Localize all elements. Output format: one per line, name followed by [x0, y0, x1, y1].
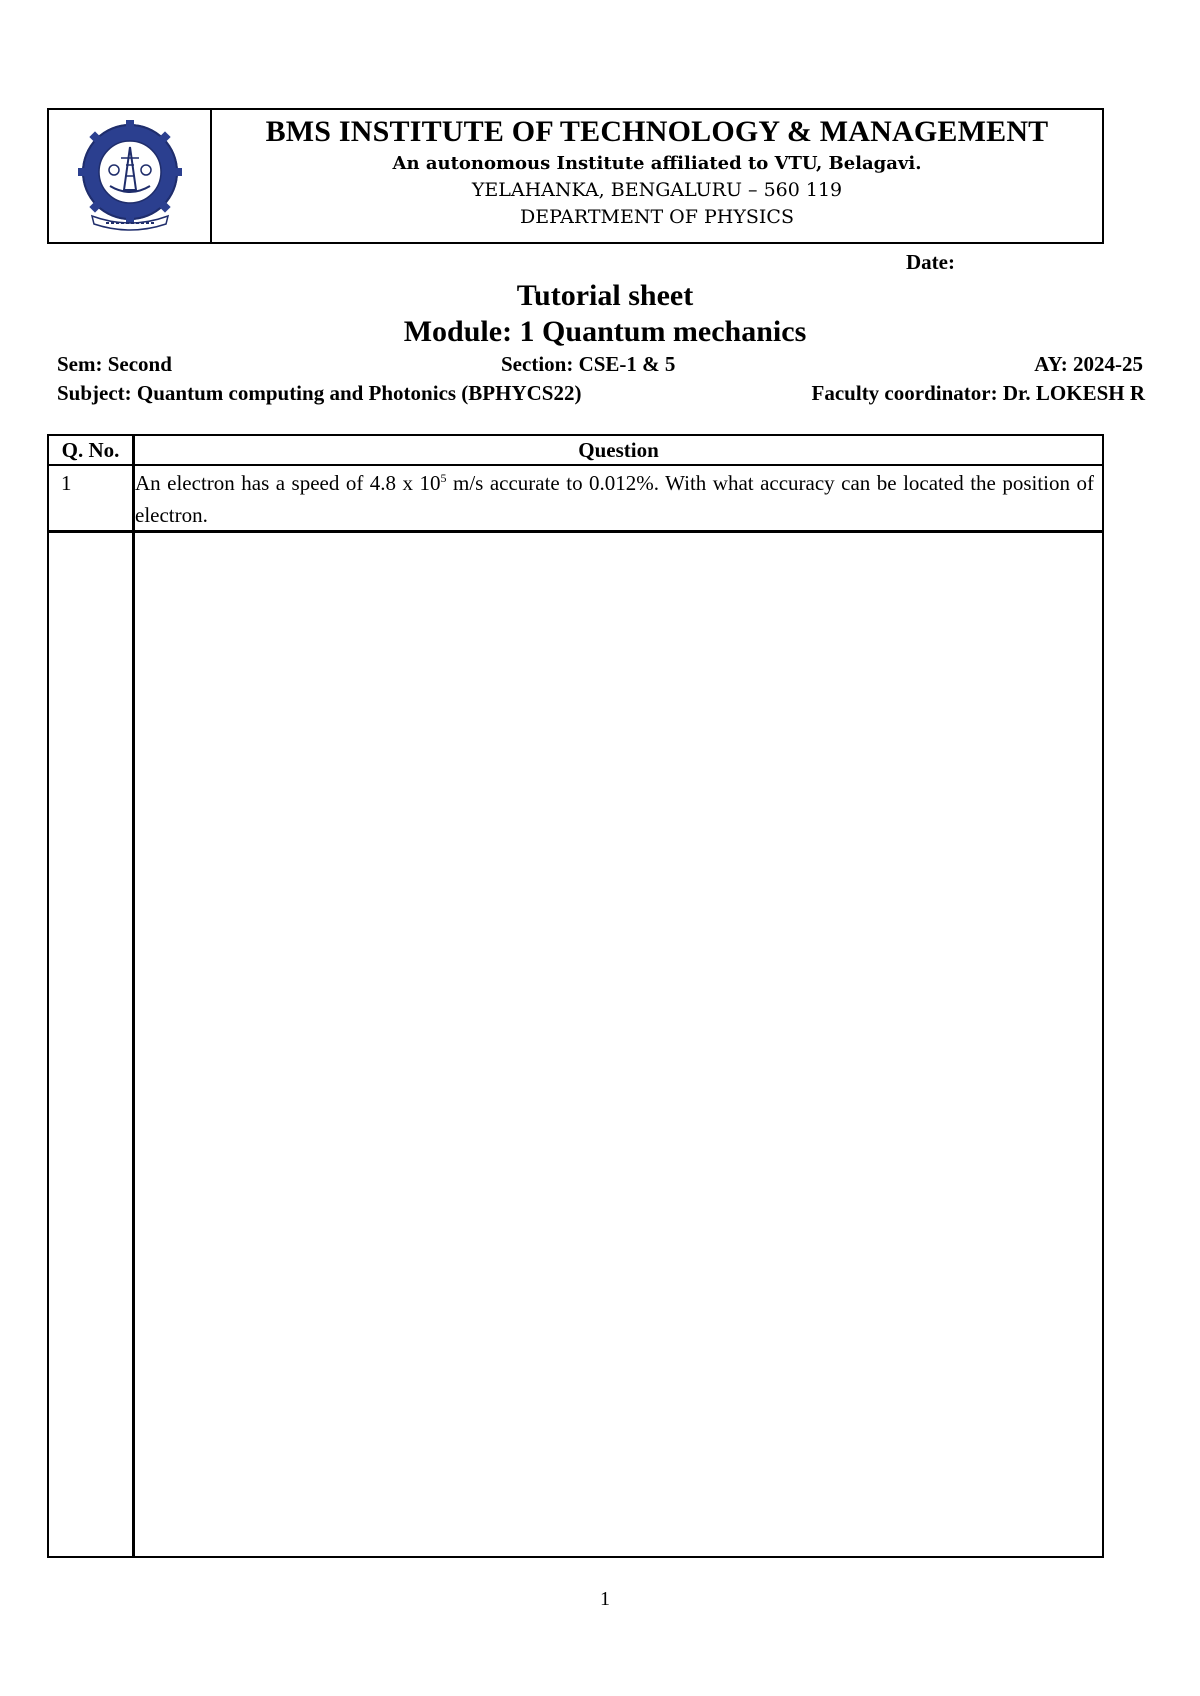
sheet-title: Tutorial sheet	[516, 279, 694, 312]
institute-seal-icon	[74, 120, 186, 232]
section-label: Section: CSE-1 & 5	[501, 352, 676, 376]
institute-header	[47, 108, 1104, 244]
department-name: DEPARTMENT OF PHYSICS	[520, 206, 794, 228]
column-divider	[132, 436, 135, 1556]
column-header-qno: Q. No.	[61, 438, 120, 462]
date-label: Date:	[906, 250, 955, 274]
question-text-part: m/s accurate to 0.012%. With what accuracy can be located the position of electron.	[135, 471, 1094, 527]
page-number: 1	[600, 1588, 610, 1610]
faculty-coordinator-label: Faculty coordinator: Dr. LOKESH R	[811, 381, 1145, 405]
question-table	[47, 434, 1104, 1558]
institute-name: BMS INSTITUTE OF TECHNOLOGY & MANAGEMENT	[265, 115, 1049, 148]
question-exponent: 5	[440, 471, 447, 485]
semester-label: Sem: Second	[57, 352, 172, 376]
header-rule	[49, 464, 1102, 466]
module-title: Module: 1 Quantum mechanics	[403, 315, 807, 348]
column-header-question: Question	[578, 438, 659, 462]
subject-label: Subject: Quantum computing and Photonics (BPHYCS22)	[57, 381, 582, 405]
question-text-part: An electron has a speed of 4.8 x 10	[135, 471, 441, 495]
question-number: 1	[61, 471, 72, 495]
institute-address: YELAHANKA, BENGALURU – 560 119	[471, 179, 843, 201]
institute-affiliation: An autonomous Institute affiliated to VTU, Belagavi.	[392, 153, 922, 174]
academic-year-label: AY: 2024-25	[1034, 352, 1143, 376]
institute-info	[212, 110, 1102, 242]
question-text	[135, 467, 1094, 531]
logo-cell	[49, 110, 212, 242]
